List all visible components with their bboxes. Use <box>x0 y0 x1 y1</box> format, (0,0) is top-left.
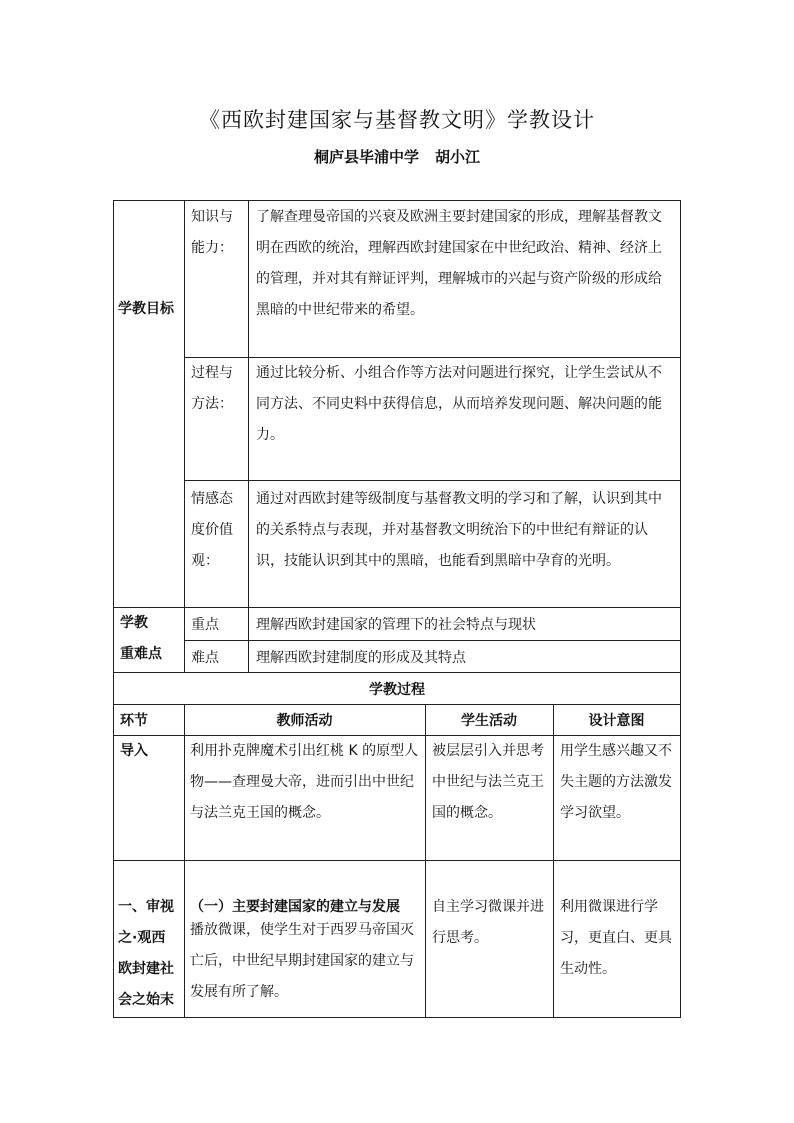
intent-line: 习，更直白、更具 <box>560 930 672 946</box>
keypoint-focus-sub: 重点 <box>191 617 219 633</box>
row-intro-teacher <box>190 736 418 829</box>
table-rule <box>248 200 249 673</box>
goal-process-sub <box>191 358 233 420</box>
content-line: 的管理，并对其有辩证评判，理解城市的兴起与资产阶级的形成给 <box>256 271 662 287</box>
student-line: 中世纪与法兰克王 <box>432 774 544 790</box>
student-line: 国的概念。 <box>432 805 502 821</box>
sub-line: 度价值 <box>191 522 233 538</box>
row-intro-student <box>432 736 544 829</box>
content-line: 通过比较分析、小组合作等方法对问题进行探究，让学生尝试从不 <box>256 365 662 381</box>
keypoint-difficulty-sub: 难点 <box>191 649 219 666</box>
document-title: 《西欧封建国家与基督教文明》学教设计 <box>199 108 595 132</box>
table-rule <box>184 480 681 481</box>
student-line: 自主学习微课并进 <box>432 899 544 915</box>
content-line: 明在西欧的统治，理解西欧封建国家在中世纪政治、精神、经济上 <box>256 240 662 256</box>
row-intro-stage <box>120 736 148 767</box>
teacher-heading: （一）主要封建国家的建立与发展 <box>190 899 400 915</box>
teacher-line: 播放微课，使学生对于西罗马帝国灭 <box>190 922 414 938</box>
content-line: 通过对西欧封建等级制度与基督教文明的学习和了解，认识到其中 <box>256 491 662 507</box>
label-line: 学教 <box>120 615 148 631</box>
content-line: 识，技能认识到其中的黑暗，也能看到黑暗中孕育的光明。 <box>256 553 620 569</box>
teacher-line: 亡后，中世纪早期封建国家的建立与 <box>190 953 414 969</box>
content-line: 的关系特点与表现，并对基督教文明统治下的中世纪有辩证的认 <box>256 522 648 538</box>
stage-line: 会之始末 <box>118 992 174 1008</box>
table-rule <box>113 200 114 1018</box>
keypoint-focus-content: 理解西欧封建国家的管理下的社会特点与现状 <box>256 617 536 633</box>
content-line: 力。 <box>256 427 284 443</box>
row-intro-intent <box>560 736 672 829</box>
table-rule <box>184 704 185 1018</box>
table-rule <box>553 704 554 1018</box>
stage-line: 一、审视 <box>118 899 174 915</box>
sub-line: 情感态 <box>191 491 233 507</box>
content-line: 了解查理曼帝国的兴衰及欧洲主要封建国家的形成，理解基督教文 <box>256 209 662 225</box>
stage-line: 之·观西 <box>118 930 166 946</box>
content-line: 黑暗的中世纪带来的希望。 <box>256 302 424 318</box>
school-name: 桐庐县毕浦中学 <box>313 148 419 166</box>
table-rule <box>113 1017 681 1018</box>
sub-line: 过程与 <box>191 365 233 381</box>
table-rule <box>425 704 426 1018</box>
header-intent: 设计意图 <box>588 713 645 729</box>
keypoints-label <box>120 608 162 670</box>
intent-line: 失主题的方法激发 <box>560 774 672 790</box>
label-line: 重难点 <box>120 646 162 662</box>
student-line: 被层层引入并思考 <box>432 743 544 759</box>
table-rule <box>113 860 681 861</box>
header-stage: 环节 <box>120 713 148 729</box>
goals-label: 学教目标 <box>118 301 174 317</box>
intent-line: 用学生感兴趣又不 <box>560 743 672 759</box>
row-section1-student <box>432 892 544 954</box>
goal-emotion-sub <box>191 484 233 577</box>
stage-line: 欧封建社 <box>118 961 174 977</box>
header-student: 学生活动 <box>461 713 517 729</box>
process-title: 学教过程 <box>369 681 425 698</box>
row-section1-stage <box>118 892 174 1016</box>
teacher-line: 发展有所了解。 <box>190 984 288 1000</box>
teacher-line: 与法兰克王国的概念。 <box>190 805 330 821</box>
teacher-line: 物——查理曼大帝，进而引出中世纪 <box>190 774 414 790</box>
intent-line: 学习欲望。 <box>560 805 630 821</box>
table-rule <box>184 200 185 673</box>
teacher-line: 利用扑克牌魔术引出红桃 K 的原型人 <box>190 743 419 759</box>
goal-emotion-content <box>256 484 662 577</box>
goal-process-content <box>256 358 662 451</box>
header-teacher: 教师活动 <box>276 713 333 729</box>
intent-line: 生动性。 <box>560 961 616 977</box>
stage-line: 导入 <box>120 743 148 759</box>
goal-knowledge-sub <box>191 202 233 264</box>
sub-line: 观： <box>191 553 219 569</box>
keypoint-difficulty-content: 理解西欧封建制度的形成及其特点 <box>256 649 466 666</box>
author-name: 胡小江 <box>435 148 481 166</box>
intent-line: 利用微课进行学 <box>560 899 658 915</box>
table-rule <box>113 200 681 201</box>
sub-line: 知识与 <box>191 209 233 225</box>
table-rule <box>680 200 681 1018</box>
content-line: 同方法、不同史料中获得信息，从而培养发现问题、解决问题的能 <box>256 396 662 412</box>
sub-line: 能力： <box>191 240 233 256</box>
goal-knowledge-content <box>256 202 662 326</box>
student-line: 行思考。 <box>432 930 488 946</box>
row-section1-teacher <box>190 892 414 1008</box>
sub-line: 方法： <box>191 396 233 412</box>
row-section1-intent <box>560 892 672 985</box>
